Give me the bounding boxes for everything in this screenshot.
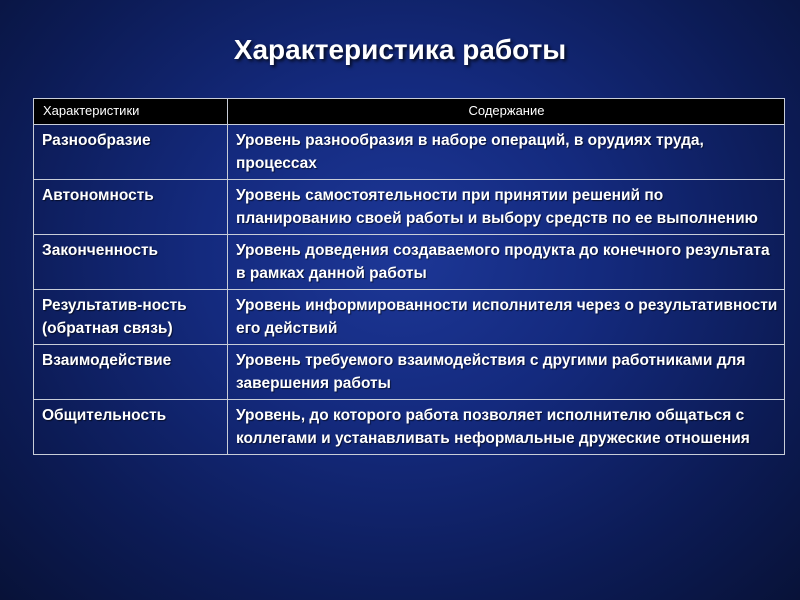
column-header-content: Содержание	[228, 99, 785, 125]
table-row	[34, 235, 785, 290]
table-header-row	[34, 99, 785, 125]
table-row	[34, 125, 785, 180]
characteristic-content: Уровень разнообразия в наборе операций, в орудиях труда, процессах	[228, 125, 785, 180]
slide-title: Характеристика работы	[233, 34, 567, 65]
table-row	[34, 345, 785, 400]
table-row	[34, 400, 785, 455]
characteristic-name: Взаимодействие	[34, 345, 228, 400]
characteristics-table	[33, 98, 785, 455]
characteristic-name: Автономность	[34, 180, 228, 235]
table-row	[34, 180, 785, 235]
characteristic-name: Разнообразие	[34, 125, 228, 180]
characteristic-content: Уровень самостоятельности при принятии решений по планированию своей работы и выбору средств по ее выполнению	[228, 180, 785, 235]
table-row	[34, 290, 785, 345]
characteristic-content: Уровень информированности исполнителя через о результативности его действий	[228, 290, 785, 345]
characteristic-content: Уровень доведения создаваемого продукта до конечного результата в рамках данной работы	[228, 235, 785, 290]
column-header-characteristics: Характеристики	[34, 99, 228, 125]
characteristic-name: Общительность	[34, 400, 228, 455]
characteristic-name: Законченность	[34, 235, 228, 290]
characteristic-content: Уровень, до которого работа позволяет исполнителю общаться с коллегами и устанавливать неформальные дружеские отношения	[228, 400, 785, 455]
characteristic-content: Уровень требуемого взаимодействия с другими работниками для завершения работы	[228, 345, 785, 400]
characteristic-name: Результатив-ность (обратная связь)	[34, 290, 228, 345]
